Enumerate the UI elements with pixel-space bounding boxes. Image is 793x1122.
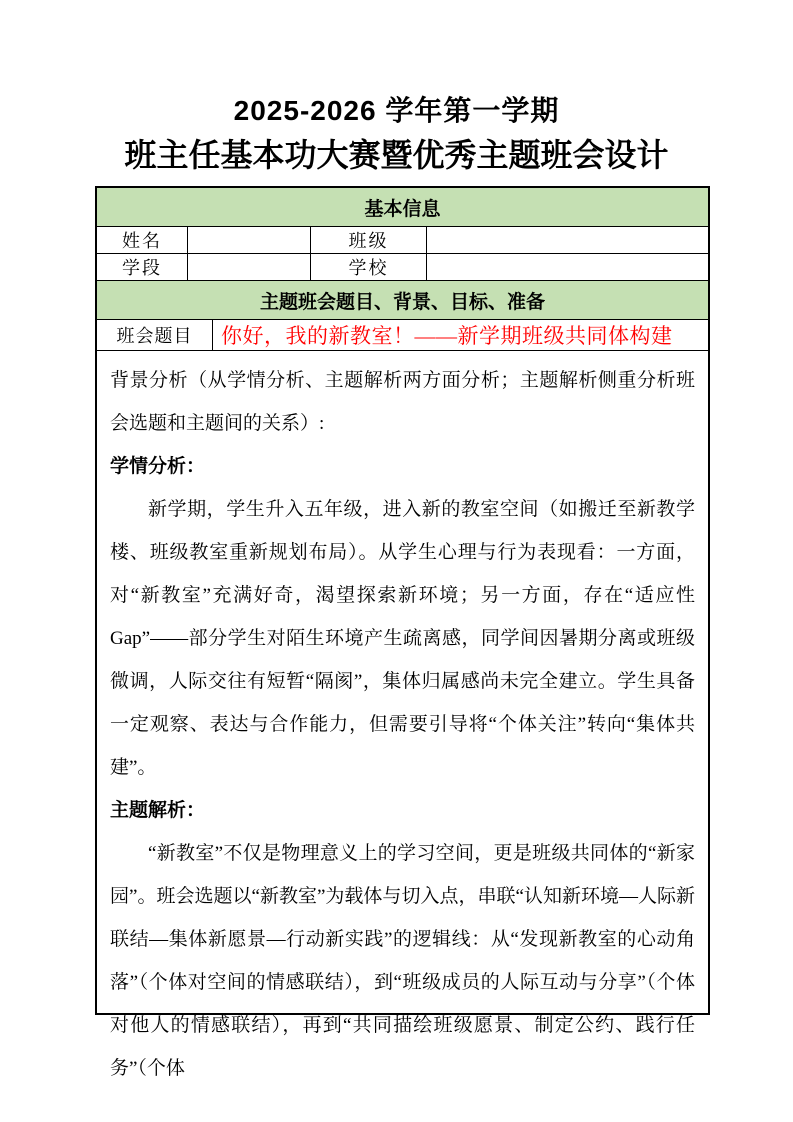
main-form-table	[95, 186, 710, 1079]
school-label: 学校	[310, 254, 426, 280]
xueqing-analysis-body: 新学期，学生升入五年级，进入新的教室空间（如搬迁至新教学楼、班级教室重新规划布局）。从学生心理与行为表现看：一方面，对“新教室”充满好奇，渴望探索新环境；另一方面，存在“适应性 Gap”——部分学生对陌生环境产生疏离感，同学间因暑期分离或班级微调，人际交往有短暂“隔阂”，集体归属感尚未完全建立。学生具备一定观察、表达与合作能力，但需要引导将“个体关注”转向“集体共建”。	[110, 499, 695, 778]
document-title-line1: 2025-2026 学年第一学期	[233, 95, 560, 126]
zhuti-analysis-body: “新教室”不仅是物理意义上的学习空间，更是班级共同体的“新家园”。班会选题以“新教室”为载体与切入点，串联“认知新环境—人际新联结—集体新愿景—行动新实践”的逻辑线：从“发现新教室的心动角落”（个体对空间的情感联结），到“班级成员的人际互动与分享”（个体对他人的情感联结），再到“共同描绘班级愿景、制定公约、践行任务”（个体	[110, 843, 695, 1079]
theme-section-title: 主题班会题目、背景、目标、准备	[97, 281, 708, 319]
topic-label: 班会题目	[116, 326, 193, 346]
background-intro-text: 背景分析（从学情分析、主题解析两方面分析；主题解析侧重分析班会选题和主题间的关系）:	[110, 370, 695, 434]
background-analysis-row	[97, 350, 708, 1090]
table-row	[97, 226, 708, 253]
table-row	[97, 253, 708, 280]
topic-row	[97, 319, 708, 350]
class-value-cell[interactable]	[426, 227, 708, 253]
basic-info-section-title: 基本信息	[97, 188, 708, 226]
zhuti-analysis-header: 主题解析：	[110, 800, 206, 821]
name-label: 姓名	[122, 231, 162, 251]
section-header-theme	[97, 280, 708, 319]
section-header-basic-info	[97, 188, 708, 226]
school-value-cell[interactable]	[426, 254, 708, 280]
topic-title-value[interactable]: 你好，我的新教室！——新学期班级共同体构建	[212, 320, 708, 350]
document-title-line2: 班主任基本功大赛暨优秀主题班会设计	[124, 137, 669, 173]
background-analysis-cell[interactable]	[97, 351, 708, 1090]
class-label: 班级	[310, 227, 426, 253]
stage-label: 学段	[122, 258, 162, 278]
xueqing-analysis-header: 学情分析：	[110, 456, 206, 477]
stage-value-cell[interactable]	[187, 254, 310, 280]
name-value-cell[interactable]	[187, 227, 310, 253]
